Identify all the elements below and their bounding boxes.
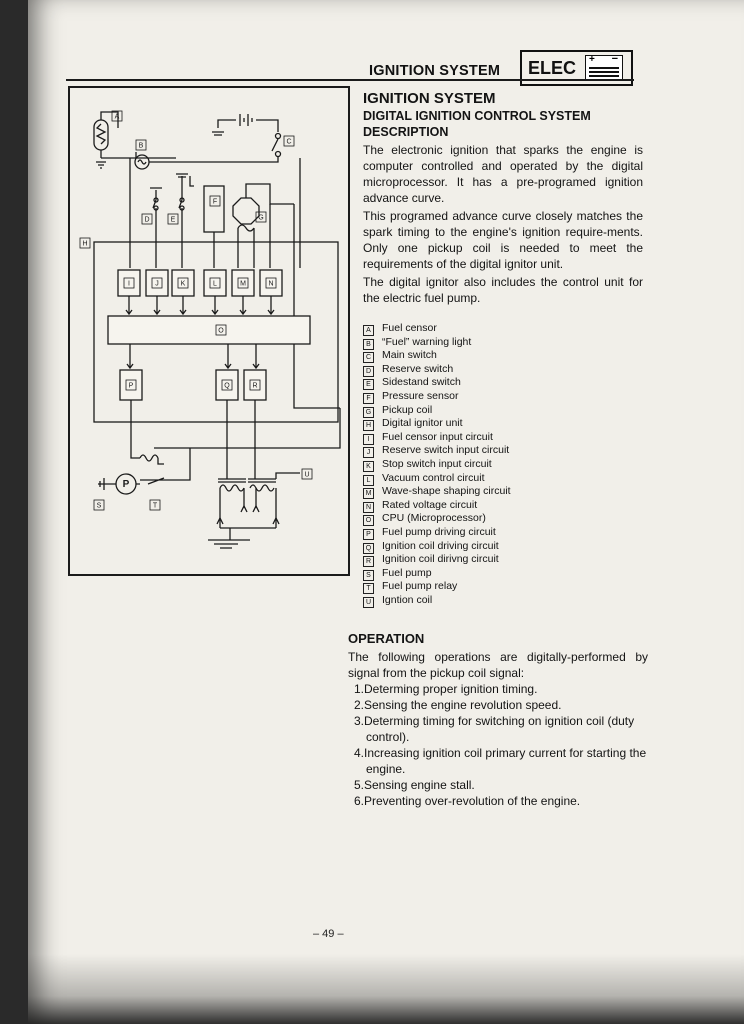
legend-item: T Fuel pump relay (363, 580, 511, 594)
label-A: A (114, 113, 120, 121)
input-circuit-blocks (118, 270, 282, 296)
list-item: 2.Sensing the engine revolution speed. (354, 698, 562, 712)
chapter-label: ELEC (528, 58, 577, 78)
legend-item: J Reserve switch input circuit (363, 444, 511, 458)
label-L: L (213, 280, 217, 288)
label-U: U (304, 471, 310, 479)
legend-item: L Vacuum control circuit (363, 472, 511, 486)
label-H: H (82, 240, 88, 248)
page-title: IGNITION SYSTEM (363, 90, 496, 107)
label-Q: Q (224, 382, 230, 390)
fuel-pump-letter: P (122, 479, 130, 491)
label-M: M (240, 280, 246, 288)
legend-item: G Pickup coil (363, 404, 511, 418)
description-heading: DESCRIPTION (363, 125, 449, 139)
label-S: S (96, 502, 102, 510)
label-N: N (268, 280, 274, 288)
label-E: E (170, 216, 176, 224)
legend-item: Q Ignition coil driving circuit (363, 540, 511, 554)
legend-item: O CPU (Microprocessor) (363, 512, 511, 526)
driving-circuit-blocks (120, 370, 266, 400)
operation-intro: The following operations are digitally-performed by signal from the pickup coil signal: (348, 650, 648, 680)
legend-item: B “Fuel” warning light (363, 336, 511, 350)
page-subtitle: DIGITAL IGNITION CONTROL SYSTEM (363, 109, 591, 123)
fuel-pump-relay-symbol (140, 448, 190, 484)
legend-item: I Fuel censor input circuit (363, 431, 511, 445)
label-I: I (128, 280, 130, 288)
label-C: C (286, 138, 292, 146)
legend-item: E Sidestand switch (363, 376, 511, 390)
operation-heading: OPERATION (348, 631, 425, 646)
label-O: O (218, 327, 224, 335)
legend-item: P Fuel pump driving circuit (363, 526, 511, 540)
legend-item: F Pressure sensor (363, 390, 511, 404)
operation-section (348, 631, 648, 809)
operation-list (348, 681, 648, 809)
diagram-legend (363, 322, 511, 607)
fuel-sensor-symbol (94, 112, 118, 168)
legend-item: N Rated voltage circuit (363, 499, 511, 513)
arrows-to-cpu (129, 296, 271, 314)
ignition-coil-symbols (208, 448, 300, 548)
label-B: B (138, 142, 144, 150)
label-G: G (258, 214, 264, 222)
page-number: – 49 – (313, 928, 344, 940)
reserve-sidestand-switches (150, 174, 194, 238)
legend-item: D Reserve switch (363, 363, 511, 377)
description-column (363, 90, 643, 306)
label-D: D (144, 216, 150, 224)
ignition-circuit-diagram (68, 86, 350, 576)
main-switch-symbol (212, 114, 281, 157)
list-item: 1.Determing proper ignition timing. (354, 682, 538, 696)
list-item: 3.Determing timing for switching on ignition coil (duty control). (354, 714, 635, 744)
legend-item: M Wave-shape shaping circuit (363, 485, 511, 499)
list-item: 4.Increasing ignition coil primary current for starting the engine. (354, 746, 647, 776)
description-paragraph-2: This programed advance curve closely matches the spark timing to the engine's ignition require-ments. Only one pickup coil is needed to meet the requirements of the digital ignitor unit. (363, 209, 643, 271)
description-paragraph-3: The digital ignitor also includes the control unit for the electric fuel pump. (363, 275, 643, 305)
legend-item: A Fuel censor (363, 322, 511, 336)
circuit-svg (70, 88, 352, 578)
section-header-title: IGNITION SYSTEM (369, 63, 501, 79)
label-K: K (180, 280, 186, 288)
description-paragraph-1: The electronic ignition that sparks the engine is computer controlled and operated by the digital microprocessor. It has a pre-programed ignition advance curve. (363, 143, 643, 205)
battery-icon: + − (585, 55, 623, 81)
fuel-pump-symbol (98, 474, 140, 494)
legend-item: U Igntion coil (363, 594, 511, 608)
legend-item: H Digital ignitor unit (363, 417, 511, 431)
list-item: 6.Preventing over-revolution of the engine. (354, 794, 581, 808)
label-T: T (152, 502, 158, 510)
label-P: P (128, 382, 134, 390)
manual-page (28, 0, 744, 1024)
label-J: J (155, 280, 159, 288)
warning-light-symbol (101, 152, 278, 169)
legend-item: C Main switch (363, 349, 511, 363)
legend-item: K Stop switch input circuit (363, 458, 511, 472)
cpu-block (108, 316, 310, 344)
legend-item: S Fuel pump (363, 567, 511, 581)
label-F: F (212, 198, 218, 206)
legend-item: R Ignition coil dirivng circuit (363, 553, 511, 567)
list-item: 5.Sensing engine stall. (354, 778, 475, 792)
label-R: R (252, 382, 258, 390)
header-rule (66, 79, 634, 81)
